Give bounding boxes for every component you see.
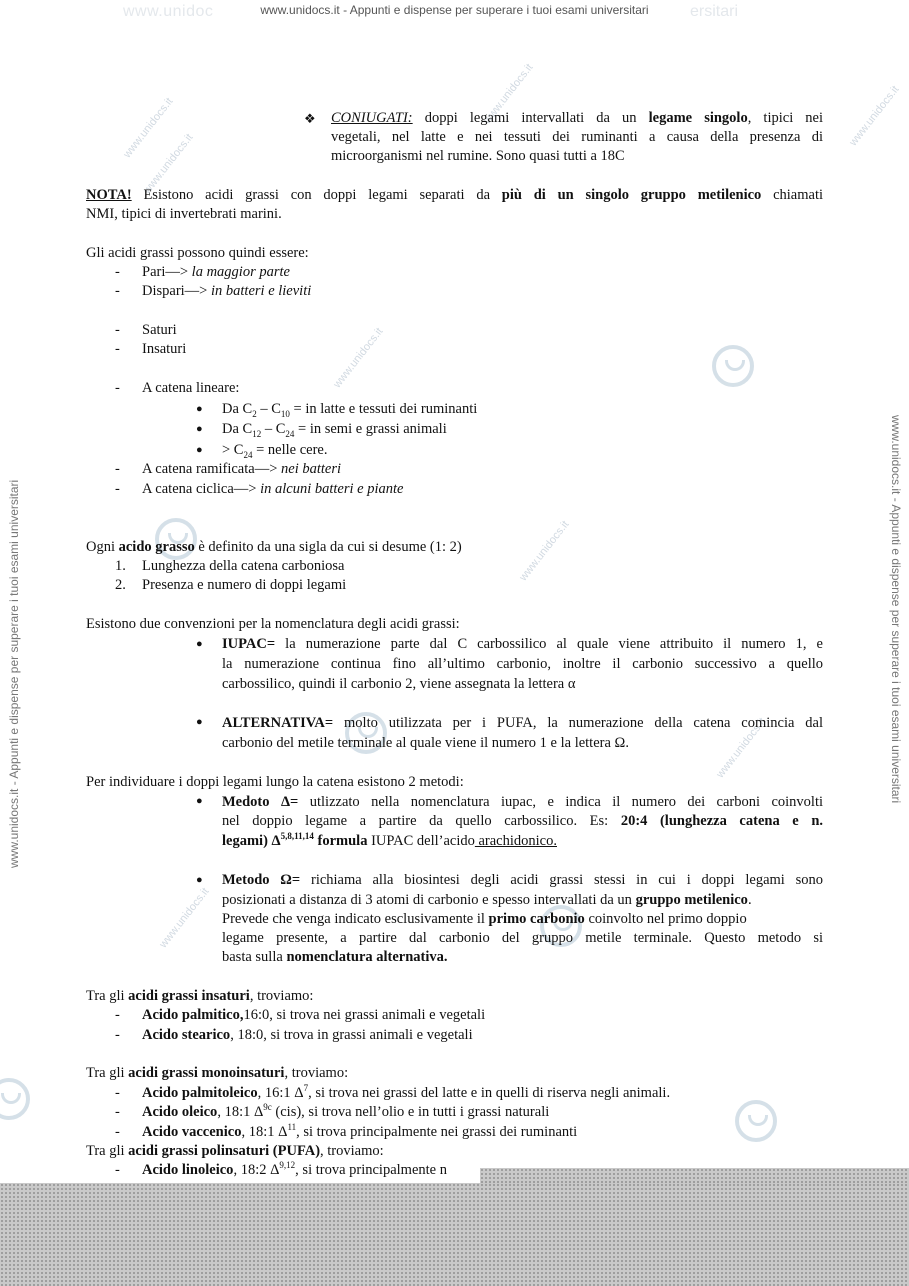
list-item-lineare: A catena lineare: [142,380,240,396]
dash-bullet: - [115,380,120,396]
conjugated-line-2: vegetali, nel latte e nei tessuti dei ruminanti a causa della presenza di [331,129,823,145]
omega-line-5: basta sulla nomenclatura alternativa. [222,949,448,965]
obscured-region [480,1168,909,1184]
saturated-item-palmitico: Acido palmitico,16:0, si trova nei grassi animali e vegetali [142,1007,486,1023]
delta-line-3: legami) Δ$^{5,8,11,14}$ formula IUPAC dell’acido arachidonico. [222,831,557,849]
side-watermark-left: www.unidocs.it - Appunti e dispense per superare i tuoi esami universitari [7,479,21,868]
watermark-text: www.unidocs.it [847,83,902,149]
conventions-intro: Esistono due convenzioni per la nomenclatura degli acidi grassi: [86,616,460,632]
types-intro: Gli acidi grassi possono quindi essere: [86,245,309,261]
alternativa-line-1: ALTERNATIVA= molto utilizzata per i PUFA, la numerazione della catena comincia dal [222,715,824,731]
round-bullet-icon: ● [196,716,203,728]
mono-item-vaccenico: Acido vaccenico, 18:1 $\Delta^{11}$, si trova principalmente nei grassi dei ruminanti [142,1122,578,1140]
mono-item-oleico: Acido oleico, 18:1 $\Delta^{9c}$ (cis), si trova nell’olio e in tutti i grassi naturali [142,1102,550,1120]
round-bullet-icon: ● [196,423,203,435]
list-item-ciclica: A catena ciclica—> in alcuni batteri e piante [142,481,404,497]
list-item-dispari: Dispari—> in batteri e lieviti [142,283,312,299]
iupac-line-1: IUPAC= la numerazione parte dal C carbossilico al quale viene attribuito il numero 1, e [222,636,823,652]
round-bullet-icon: ● [196,795,203,807]
mono-intro: Tra gli acidi grassi monoinsaturi, troviamo: [86,1065,349,1081]
conjugated-line-3: microorganismi nel rumine. Sono quasi tutti a 18C [331,148,625,164]
omega-line-3: Prevede che venga indicato esclusivamente il primo carbonio coinvolto nel primo doppio [222,911,747,927]
dash-bullet: - [115,264,120,280]
list-number: 1. [115,558,126,574]
dash-bullet: - [115,1104,120,1120]
page-header: www.unidocs.it - Appunti e dispense per superare i tuoi esami universitari [260,3,649,17]
watermark-text: www.unidocs.it [517,518,572,584]
dash-bullet: - [115,341,120,357]
watermark-text: www.unidocs.it [121,95,176,161]
poly-item-linoleico: Acido linoleico, 18:2 Δ$^{9,12}$, si trova principalmente n [142,1160,447,1178]
sigla-item-1: Lunghezza della catena carboniosa [142,558,345,574]
list-item-pari: Pari—> la maggior parte [142,264,290,280]
iupac-line-2: la numerazione continua fino all’ultimo carbonio, inoltre il carbonio successivo a quello [222,656,823,672]
dash-bullet: - [115,481,120,497]
round-bullet-icon: ● [196,403,203,415]
delta-line-1: Medoto Δ= utlizzato nella nomenclatura iupac, e indica il numero dei carboni coinvolti [222,794,823,810]
watermark-logo-icon [0,1078,30,1120]
sigla-intro: Ogni acido grasso è definito da una sigla da cui si desume (1: 2) [86,539,462,555]
watermark-text: www.unidocs.it [714,715,769,781]
poly-intro: Tra gli acidi grassi polinsaturi (PUFA), troviamo: [86,1143,384,1159]
omega-line-4: legame presente, a partire dal carbonio del gruppo metile terminale. Questo metodo si [222,930,823,946]
watermark-logo-icon [735,1100,777,1142]
saturated-item-stearico: Acido stearico, 18:0, si trova in grassi animali e vegetali [142,1027,473,1043]
dash-bullet: - [115,322,120,338]
conjugated-line-1: CONIUGATI: doppi legami intervallati da un legame singolo, tipici nei [331,110,824,126]
round-bullet-icon: ● [196,874,203,886]
methods-intro: Per individuare i doppi legami lungo la catena esistono 2 metodi: [86,774,464,790]
dash-bullet: - [115,283,120,299]
mono-item-palmitoleico: Acido palmitoleico, 16:1 $\Delta^7$, si trova nei grassi del latte e in quelli di riserva negli animali. [142,1083,671,1101]
omega-line-1: Metodo Ω= richiama alla biosintesi degli acidi grassi stessi in cui i doppi legami sono [222,872,824,888]
header-watermark-ghost: www.unidoc [123,3,214,20]
nota-line-1: NOTA! Esistono acidi grassi con doppi legami separati da più di un singolo gruppo metilenico chiamati [86,187,824,203]
sub-item-c2-c10: Da $C_2 - C_{10}$ = in latte e tessuti dei ruminanti [222,401,478,419]
dash-bullet: - [115,461,120,477]
sub-item-c24: > $C_{24}$ = nelle cere. [222,442,328,460]
round-bullet-icon: ● [196,638,203,650]
watermark-text: www.unidocs.it [157,885,212,951]
watermark-text: www.unidocs.it [331,325,386,391]
dash-bullet: - [115,1085,120,1101]
header-watermark-ghost-right: ersitari [690,3,739,20]
watermark-text: www.unidocs.it [141,131,196,197]
watermark-text: www.unidocs.it [481,61,536,127]
delta-line-2: nel doppio legame a partire da quello carbossilico. Es: 20:4 (lunghezza catena e n. [222,813,824,829]
alternativa-line-2: carbonio del metile terminale al quale viene il numero 1 e la lettera Ω. [222,735,629,751]
sub-item-c12-c24: Da $C_{12} - C_{24}$ = in semi e grassi animali [222,421,447,439]
side-watermark-right: www.unidocs.it - Appunti e dispense per superare i tuoi esami universitari [889,415,903,804]
dash-bullet: - [115,1162,120,1178]
dash-bullet: - [115,1124,120,1140]
omega-line-2: posizionati a distanza di 3 atomi di carbonio e spesso intervallati da un gruppo metilenico. [222,892,752,908]
sigla-item-2: Presenza e numero di doppi legami [142,577,347,593]
obscured-region [0,1183,909,1286]
watermark-logo-icon [712,345,754,387]
nota-line-2: NMI, tipici di invertebrati marini. [86,206,282,222]
diamond-bullet-icon: ❖ [304,111,316,126]
dash-bullet: - [115,1027,120,1043]
list-item-insaturi: Insaturi [142,341,187,357]
dash-bullet: - [115,1007,120,1023]
list-item-saturi: Saturi [142,322,177,338]
saturated-intro: Tra gli acidi grassi insaturi, troviamo: [86,988,314,1004]
list-item-ramificata: A catena ramificata—> nei batteri [142,461,342,477]
iupac-line-3: carbossilico, quindi il carbonio 2, viene assegnata la lettera α [222,676,576,692]
round-bullet-icon: ● [196,444,203,456]
list-number: 2. [115,577,126,593]
